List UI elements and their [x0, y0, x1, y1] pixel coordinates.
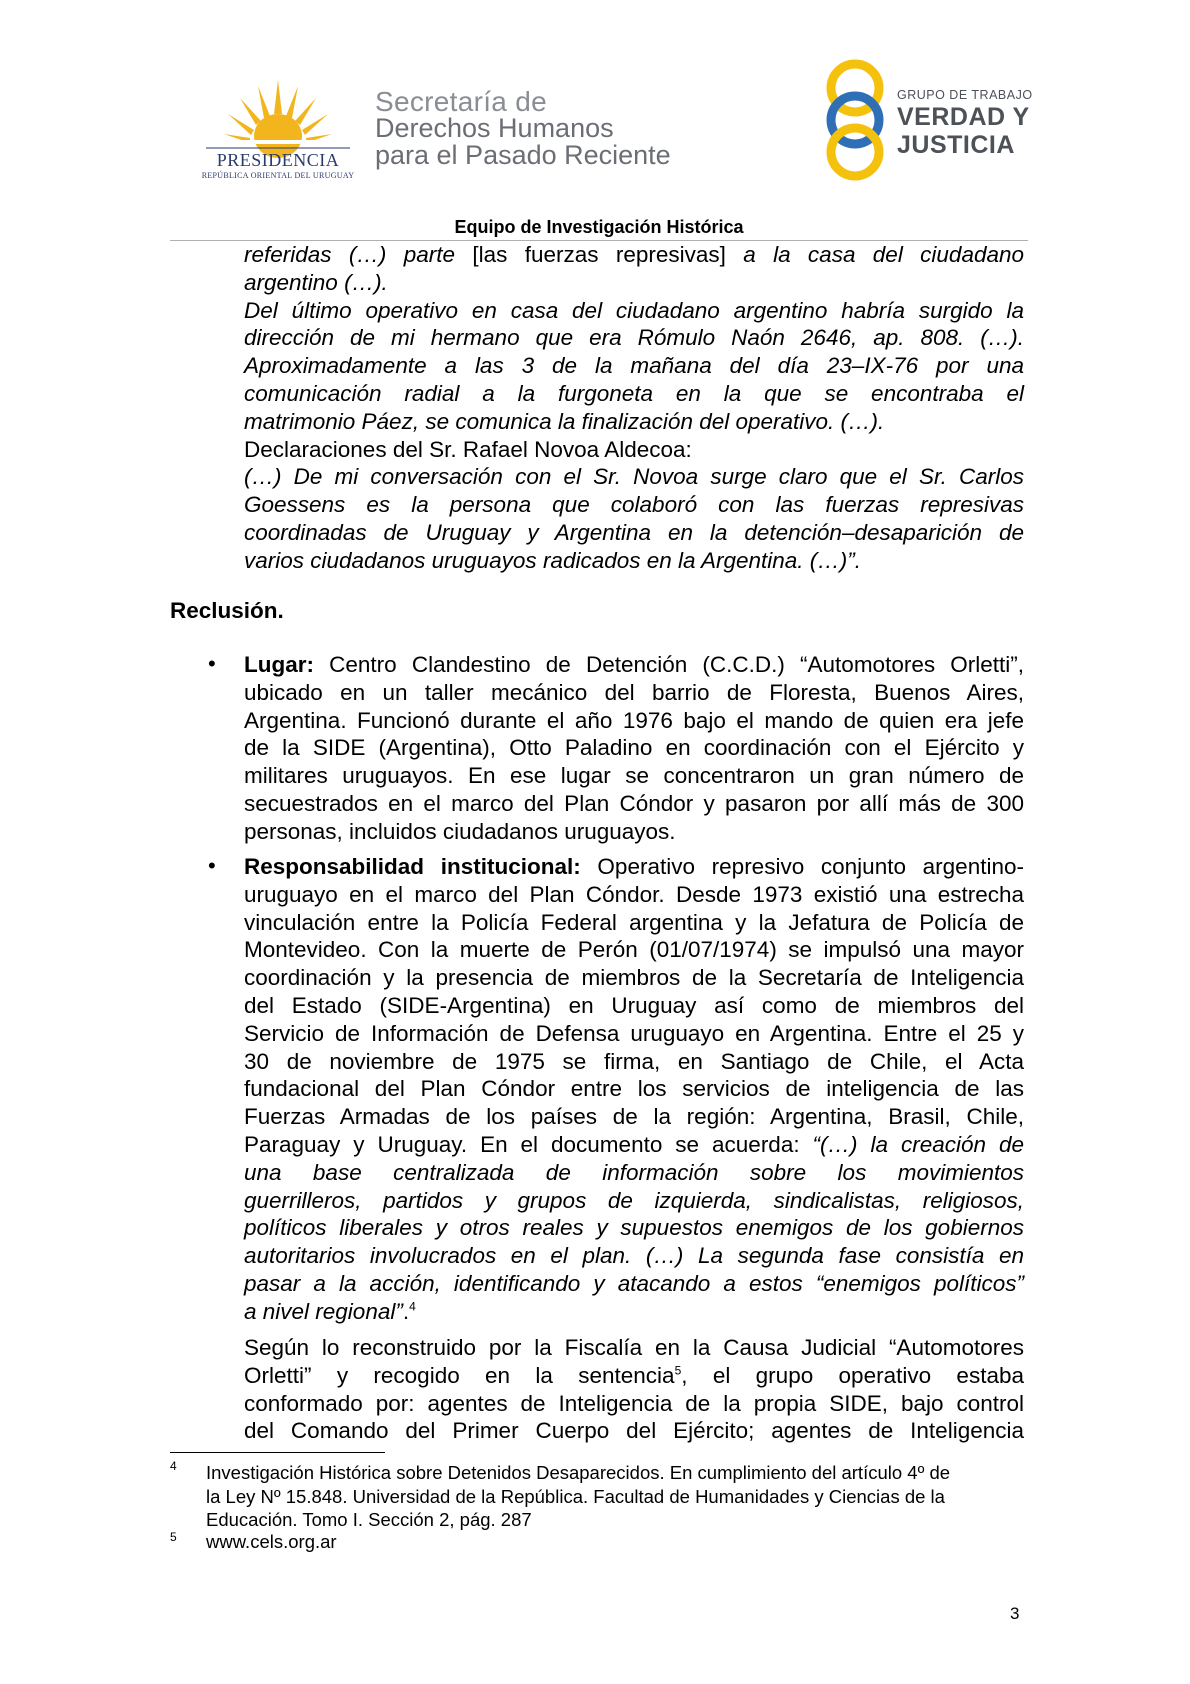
- quote-line: matrimonio Páez, se comunica la finalización del operativo. (…).: [244, 408, 885, 434]
- footnote-number: 5: [170, 1530, 177, 1544]
- para-line: [244, 1298, 1024, 1326]
- para-line: Servicio de Información de Defensa uruguayo en Argentina. Entre el 25 y: [244, 1020, 1024, 1046]
- gt-line1: GRUPO DE TRABAJO: [897, 88, 1033, 102]
- para-line: pasar a la acción, identificando y atacando a estos “enemigos políticos”: [244, 1270, 1024, 1296]
- para-text: Operativo represivo conjunto argentino-: [580, 854, 1024, 879]
- quote-line: varios ciudadanos uruguayos radicados en la Argentina. (…)”.: [244, 547, 862, 573]
- secretaria-title: [375, 88, 715, 169]
- para-line: ubicado en un taller mecánico del barrio de Floresta, Buenos Aires,: [244, 679, 1024, 705]
- bullet-icon: •: [208, 651, 216, 676]
- para-text: Orletti” y recogido en la sentencia: [244, 1362, 675, 1388]
- para-line: Fuerzas Armadas de los países de la región: Argentina, Brasil, Chile,: [244, 1104, 1024, 1130]
- team-heading: Equipo de Investigación Histórica: [454, 217, 744, 237]
- para-line: conformado por: agentes de Inteligencia de la propia SIDE, bajo control: [244, 1390, 1024, 1416]
- para-text: , el grupo operativo estaba: [681, 1362, 1024, 1388]
- footnote-4: [206, 1461, 1026, 1532]
- quote-line: Goessens es la persona que colaboró con las fuerzas represivas: [244, 492, 1024, 518]
- para-text: .: [402, 1298, 410, 1324]
- footnote-ref[interactable]: 5: [674, 1363, 682, 1378]
- secretaria-line1: Secretaría de: [375, 86, 547, 117]
- section-heading: Reclusión.: [170, 598, 284, 623]
- footnote-line: la Ley Nº 15.848. Universidad de la República. Facultad de Humanidades y Ciencias de la: [206, 1485, 945, 1507]
- footnote-divider: [170, 1452, 385, 1453]
- secretaria-line2: Derechos Humanos: [375, 113, 614, 143]
- quote-bracket: [las fuerzas represivas]: [472, 242, 726, 267]
- para-line: [244, 1131, 1024, 1159]
- gt-line2: VERDAD Y: [897, 103, 1030, 131]
- presidencia-sublabel: REPÚBLICA ORIENTAL DEL URUGUAY: [201, 171, 355, 180]
- quote-line: Declaraciones del Sr. Rafael Novoa Aldecoa:: [244, 436, 692, 462]
- quote-line: comunicación radial a la furgoneta en la que se encontraba el: [244, 380, 1024, 406]
- presidencia-logo: [198, 78, 358, 183]
- presidencia-label: PRESIDENCIA: [216, 150, 340, 170]
- responsabilidad-paragraph: [244, 853, 1024, 1326]
- para-line: vinculación entre la Policía Federal argentina y la Jefatura de Policía de: [244, 909, 1024, 935]
- quote-text: “(…) la creación de: [812, 1131, 1024, 1157]
- para-line: Según lo reconstruido por la Fiscalía en la Causa Judicial “Automotores: [244, 1335, 1024, 1360]
- page-number: 3: [1010, 1604, 1020, 1623]
- gt-line3: JUSTICIA: [897, 131, 1015, 159]
- grupo-trabajo-logo: [820, 58, 890, 183]
- quote-block: [244, 241, 1024, 575]
- para-line: autoritarios involucrados en el plan. (…) La segunda fase consistía en: [244, 1243, 1024, 1269]
- para-line: secuestrados en el marco del Plan Cóndor y pasaron por allí más de 300: [244, 790, 1024, 816]
- para-line: uruguayo en el marco del Plan Cóndor. Desde 1973 existió una estrecha: [244, 881, 1024, 907]
- footnote-ref[interactable]: 4: [409, 1299, 416, 1314]
- quote-line: (…) De mi conversación con el Sr. Novoa surge claro que el Sr. Carlos: [244, 464, 1024, 490]
- para-line: políticos liberales y otros reales y supuestos enemigos de los gobiernos: [244, 1215, 1024, 1241]
- linked-rings-icon: [820, 58, 890, 183]
- quote-text: referidas (…) parte: [244, 242, 473, 267]
- bullet-icon: •: [208, 853, 216, 878]
- para-line: fundacional del Plan Cóndor entre los servicios de inteligencia de las: [244, 1076, 1024, 1102]
- para-line: [244, 853, 1024, 881]
- quote-line: dirección de mi hermano que era Rómulo Naón 2646, ap. 808. (…).: [244, 325, 1024, 351]
- resp-label: Responsabilidad institucional:: [244, 854, 581, 879]
- footnote-5-link[interactable]: www.cels.org.ar: [206, 1531, 337, 1552]
- segun-paragraph: [244, 1334, 1024, 1445]
- para-line: militares uruguayos. En ese lugar se concentraron un gran número de: [244, 763, 1024, 789]
- quote-line: Del último operativo en casa del ciudadano argentino habría surgido la: [244, 297, 1024, 323]
- quote-line: Aproximadamente a las 3 de la mañana del día 23–IX-76 por una: [244, 353, 1024, 379]
- quote-line: argentino (…).: [244, 269, 388, 295]
- para-line: [244, 651, 1024, 679]
- footnote-number: 4: [170, 1459, 177, 1473]
- para-line: guerrilleros, partidos y grupos de izquierda, sindicalistas, religiosos,: [244, 1187, 1024, 1213]
- grupo-trabajo-title: [897, 88, 1097, 159]
- lugar-paragraph: [244, 651, 1024, 846]
- para-text: Paraguay y Uruguay. En el documento se acuerda:: [244, 1131, 813, 1157]
- secretaria-line3: para el Pasado Reciente: [375, 140, 671, 170]
- para-line: del Comando del Primer Cuerpo del Ejército; agentes de Inteligencia: [244, 1418, 1024, 1444]
- footnote-line: Investigación Histórica sobre Detenidos Desaparecidos. En cumplimiento del artículo 4º de: [206, 1462, 951, 1483]
- para-line: una base centralizada de información sobre los movimientos: [244, 1159, 1024, 1185]
- quote-text: a la casa del ciudadano: [725, 242, 1025, 267]
- para-text: Centro Clandestino de Detención (C.C.D.) “Automotores Orletti”,: [314, 652, 1024, 677]
- para-line: Argentina. Funcionó durante el año 1976 bajo el mando de quien era jefe: [244, 707, 1024, 733]
- lugar-label: Lugar:: [244, 652, 314, 677]
- quote-line: [244, 241, 1024, 269]
- para-line: coordinación y la presencia de miembros de la Secretaría de Inteligencia: [244, 965, 1024, 991]
- para-line: [244, 1362, 1024, 1390]
- para-line: de la SIDE (Argentina), Otto Paladino en coordinación con el Ejército y: [244, 735, 1024, 761]
- footnote-line: Educación. Tomo I. Sección 2, pág. 287: [206, 1509, 532, 1530]
- para-line: personas, incluidos ciudadanos uruguayos.: [244, 818, 676, 844]
- para-line: 30 de noviembre de 1975 se firma, en Santiago de Chile, el Acta: [244, 1048, 1024, 1074]
- quote-line: coordinadas de Uruguay y Argentina en la detención–desaparición de: [244, 519, 1024, 545]
- quote-text: a nivel regional”: [244, 1298, 403, 1324]
- para-line: Montevideo. Con la muerte de Perón (01/07/1974) se impulsó una mayor: [244, 937, 1024, 963]
- para-line: del Estado (SIDE-Argentina) en Uruguay así como de miembros del: [244, 992, 1024, 1018]
